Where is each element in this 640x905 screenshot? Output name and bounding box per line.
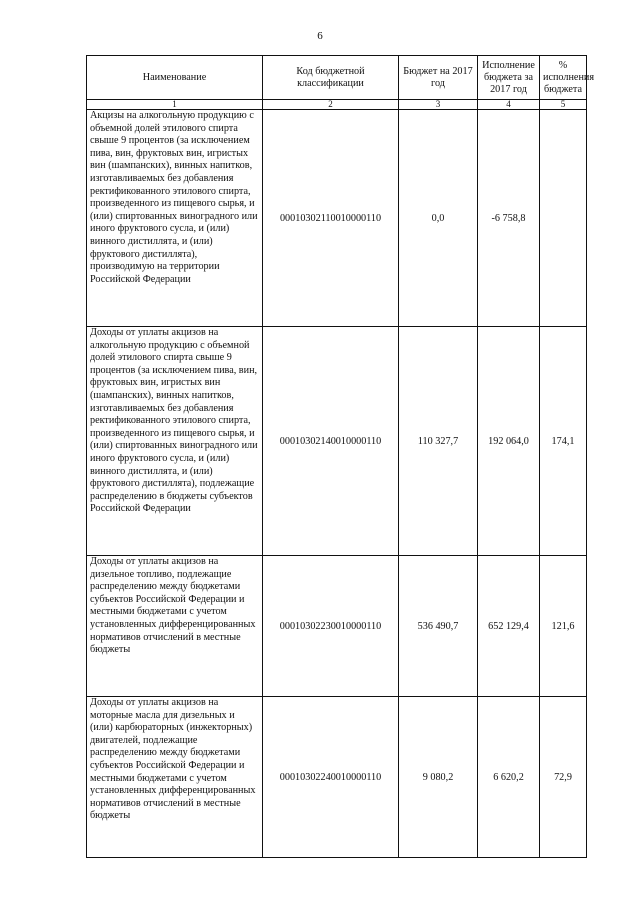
- row-percent: 174,1: [540, 327, 587, 556]
- row-code: 00010302140010000110: [263, 327, 399, 556]
- row-percent: 121,6: [540, 556, 587, 697]
- row-execution: 6 620,2: [478, 697, 540, 858]
- column-number: 4: [478, 100, 540, 110]
- row-name: Акцизы на алкогольную продукцию с объемной долей этилового спирта свыше 9 процентов (за исключением пива, вин, фруктовых вин, игристых вин (шампанских), винных напитков, изготавливаемых без добавления ректификованного этилового спирта, произведенного из пищевого сырья, и (или) спиртованных виноградного или иного фруктового сусла, и (или) винного дистиллята, и (или) фруктового дистиллята), производимую на территории Российской Федерации: [87, 110, 263, 327]
- row-execution: -6 758,8: [478, 110, 540, 327]
- row-budget: 0,0: [399, 110, 478, 327]
- column-number: 5: [540, 100, 587, 110]
- page-number: 6: [317, 30, 323, 42]
- column-number: 2: [263, 100, 399, 110]
- header-name: Наименование: [87, 56, 263, 100]
- table-row: [87, 110, 587, 327]
- row-percent: 72,9: [540, 697, 587, 858]
- row-budget: 9 080,2: [399, 697, 478, 858]
- row-execution: 192 064,0: [478, 327, 540, 556]
- row-code: 00010302240010000110: [263, 697, 399, 858]
- column-number: 1: [87, 100, 263, 110]
- column-number-row: [87, 100, 587, 110]
- row-name: Доходы от уплаты акцизов на моторные масла для дизельных и (или) карбюраторных (инжекторных) двигателей, подлежащие распределению между бюджетами субъектов Российской Федерации и местными бюджетами с учетом установленных дифференцированных нормативов отчислений в местные бюджеты: [87, 697, 263, 858]
- header-row: [87, 56, 587, 100]
- header-percent: % исполнения бюджета: [540, 56, 587, 100]
- table-row: [87, 556, 587, 697]
- row-code: 00010302230010000110: [263, 556, 399, 697]
- header-budget: Бюджет на 2017 год: [399, 56, 478, 100]
- table-row: [87, 327, 587, 556]
- table-row: [87, 697, 587, 858]
- row-execution: 652 129,4: [478, 556, 540, 697]
- column-number: 3: [399, 100, 478, 110]
- header-execution: Исполнение бюджета за 2017 год: [478, 56, 540, 100]
- row-budget: 110 327,7: [399, 327, 478, 556]
- row-percent: [540, 110, 587, 327]
- row-name: Доходы от уплаты акцизов на дизельное топливо, подлежащие распределению между бюджетами субъектов Российской Федерации и местными бюджетами с учетом установленных дифференцированных нормативов отчислений в местные бюджеты: [87, 556, 263, 697]
- row-code: 00010302110010000110: [263, 110, 399, 327]
- row-budget: 536 490,7: [399, 556, 478, 697]
- budget-table: [86, 55, 595, 858]
- header-code: Код бюджетной классификации: [263, 56, 399, 100]
- row-name: Доходы от уплаты акцизов на алкогольную продукцию с объемной долей этилового спирта свыше 9 процентов (за исключением пива, вин, фруктовых вин, игристых вин (шампанских), винных напитков, изготавливаемых без добавления ректификованного этилового спирта, произведенного из пищевого сырья, и (или) спиртованных виноградного или иного фруктового сусла, и (или) винного дистиллята, и (или) фруктового дистиллята), подлежащие распределению в бюджеты субъектов Российской Федерации: [87, 327, 263, 556]
